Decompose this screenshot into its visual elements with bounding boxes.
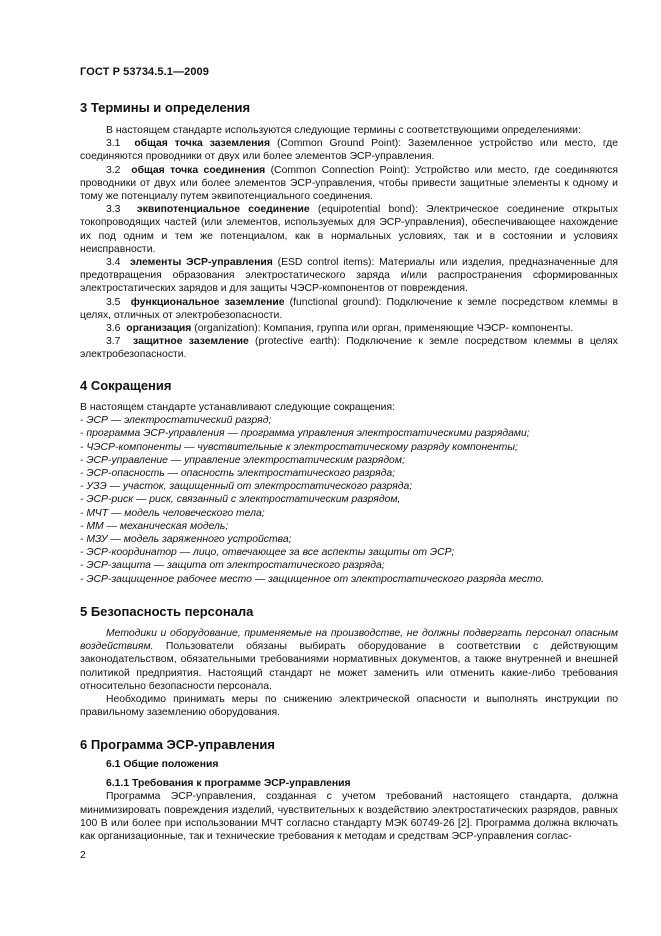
section-5-paragraph-2: Необходимо принимать меры по снижению электрической опасности и выполнять инструкции по правильному заземлению оборудования.	[80, 694, 618, 719]
list-item: - ЭСР-опасность — опасность электростатического разряда;	[80, 468, 396, 480]
list-item: - ЭСР-защита — защита от электростатического разряда;	[80, 560, 385, 572]
subsection-6-1-title: 6.1 Общие положения	[106, 759, 219, 770]
term-3-2: 3.2 общая точка соединения (Common Connection Point): Устройство или место, где соединяются проводники от двух или более элементов ЭСР-управления, чтобы привести защитные элементы к одному и тому же потенциалу путем эквипотенциального соединения.	[80, 164, 619, 203]
term-3-4: 3.4 элементы ЭСР-управления (ESD control items): Материалы или изделия, предназначенные для предотвращения образования электростатического заряда и/или распространения сформированных электростатических зарядов и для защиты ЧЭСР-компонентов от повреждения.	[80, 257, 618, 295]
list-item: - МЗУ — модель заряженного устройства;	[80, 534, 292, 546]
list-item: - программа ЭСР-управления — программа управления электростатическими разрядами;	[80, 428, 530, 440]
section-3-title: 3 Термины и определения	[80, 100, 251, 115]
section-3-body	[80, 124, 618, 362]
list-item: - ЭСР-управление — управление электростатическим разрядом;	[80, 454, 405, 466]
section-6-body	[80, 758, 618, 843]
section-3-intro: В настоящем стандарте используются следующие термины с соответствующими определениями:	[106, 125, 581, 136]
section-5-title: 5 Безопасность персонала	[80, 604, 254, 619]
term-3-1: 3.1 общая точка заземления (Common Ground Point): Заземленное устройство или место, где соединяются проводники от двух или более элементов ЭСР-управления.	[80, 138, 618, 163]
section-6-title: 6 Программа ЭСР-управления	[80, 737, 276, 752]
list-item: - ММ — механическая модель;	[80, 520, 229, 532]
list-item: - ЭСР — электростатический разряд;	[80, 415, 272, 427]
section-6	[80, 737, 618, 753]
term-3-5: 3.5 функциональное заземление (functional ground): Подключение к земле посредством клеммы в целях, отличных от электробезопасности.	[80, 296, 618, 321]
list-item: - ЭСР-защищенное рабочее место — защищенное от электростатического разряда место.	[80, 573, 545, 585]
section-5	[80, 604, 618, 620]
section-3	[80, 100, 618, 116]
subsection-6-1-1-title: 6.1.1 Требования к программе ЭСР-управления	[106, 778, 351, 790]
section-4-intro: В настоящем стандарте устанавливают следующие сокращения:	[80, 402, 395, 413]
section-4-title: 4 Сокращения	[80, 378, 172, 393]
abbreviation-list	[80, 414, 618, 586]
list-item: - ЭСР-риск — риск, связанный с электростатическим разрядом,	[80, 494, 401, 506]
section-4-body	[80, 401, 618, 586]
term-3-7: 3.7 защитное заземление (protective earth): Подключение к земле посредством клеммы в целях электробезопасности.	[80, 336, 618, 361]
standard-header: ГОСТ Р 53734.5.1—2009	[80, 66, 209, 78]
list-item: - МЧТ — модель человеческого тела;	[80, 507, 265, 519]
section-5-body	[80, 627, 618, 719]
term-3-6: 3.6 организация (organization): Компания, группа или орган, применяющие ЧЭСР- компоненты.	[106, 323, 574, 335]
section-6-paragraph-1: Программа ЭСР-управления, созданная с учетом требований настоящего стандарта, должна минимизировать повреждения изделий, чувствительных к воздействию электростатических разрядов, равных 100 В или более при использовании МЧТ согласно стандарту МЭК 60749-26 [2]. Программа должна включать как организационные, так и технические требования к методам и средствам ЭСР-управления соглас-	[80, 791, 618, 843]
page-number: 2	[80, 850, 86, 861]
list-item: - ЧЭСР-компоненты — чувствительные к электростатическому разряду компоненты;	[80, 441, 518, 453]
list-item: - ЭСР-координатор — лицо, отвечающее за все аспекты защиты от ЭСР;	[80, 547, 455, 559]
section-5-paragraph-1: Методики и оборудование, применяемые на производстве, не должны подвергать персонал опасным воздействиям. Пользователи обязаны выбирать оборудование в соответствии с действующим законодательством, обязательными требованиями нормативных документов, а также внутренней и внешней политикой предприятия. Настоящий стандарт не может заменить или отменить какие-либо требования относительно безопасности персонала.	[80, 628, 618, 692]
term-3-3: 3.3 эквипотенциальное соединение (equipotential bond): Электрическое соединение открытых токопроводящих частей (или элементов, используемых для ЭСР-управления), обеспечивающее нахождение их под одним и тем же потенциалом, как в нормальных условиях, так и в состоянии и условиях неисправности.	[80, 204, 619, 255]
section-4	[80, 378, 618, 394]
list-item: - УЗЭ — участок, защищенный от электростатического разряда;	[80, 481, 413, 493]
